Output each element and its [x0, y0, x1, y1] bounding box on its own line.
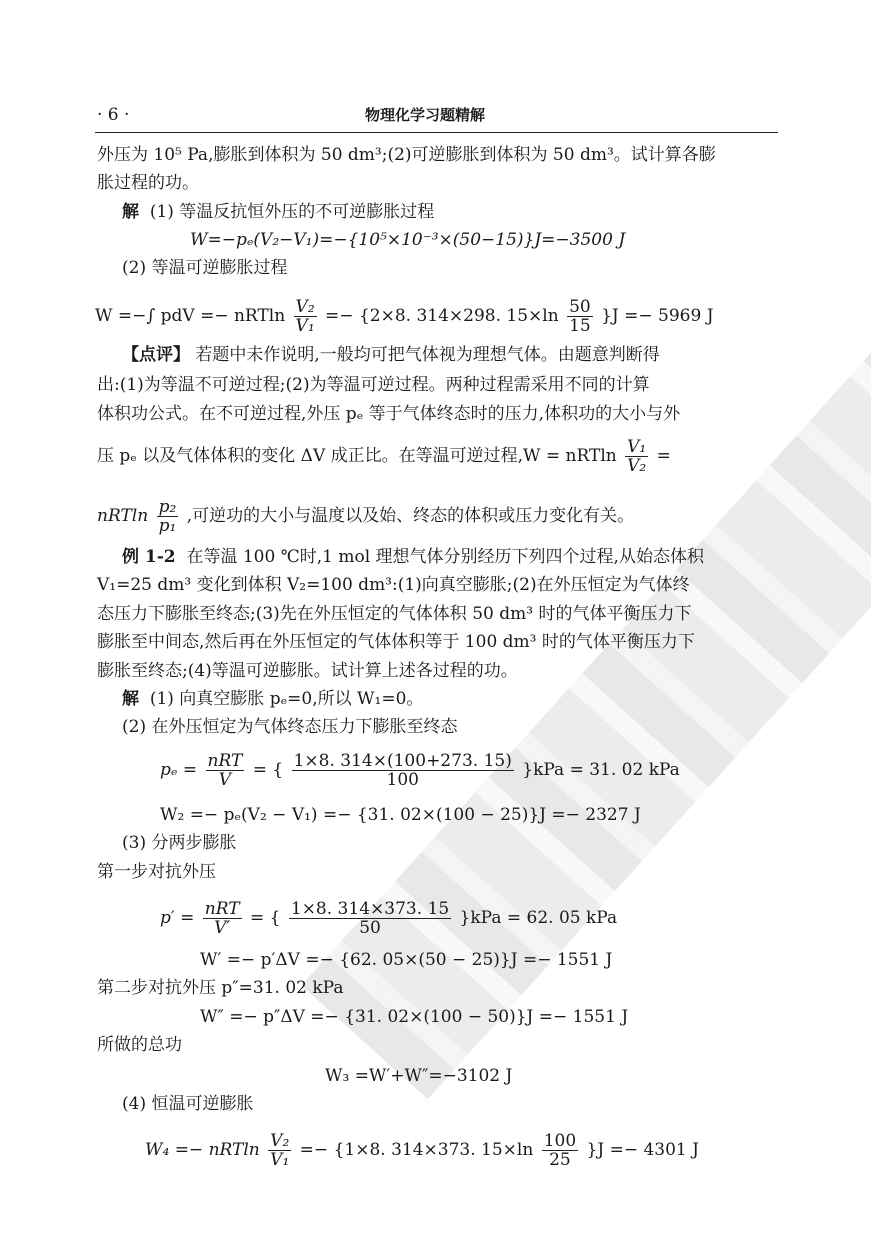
text-line: (4) 恒温可逆膨胀: [122, 1094, 254, 1114]
fraction: [294, 298, 317, 335]
equation: [160, 752, 680, 789]
page-number: · 6 ·: [97, 105, 130, 125]
equation: W=−pₑ(V₂−V₁)=−{10⁵×10⁻³×(50−15)}J=−3500 J: [190, 230, 626, 250]
eq-part: }kPa = 62. 05 kPa: [459, 908, 618, 928]
eq-part: = {: [250, 908, 281, 928]
text: nRTln: [97, 506, 149, 526]
numerator: V₁: [627, 437, 647, 457]
solution-line: [122, 202, 434, 222]
eq-part: }J =− 5969 J: [601, 306, 714, 326]
text-line: 第一步对抗外压: [97, 862, 216, 882]
eq-part: }kPa = 31. 02 kPa: [522, 760, 680, 780]
equation: W₃ =W′+W″=−3102 J: [325, 1066, 513, 1086]
numerator: 1×8. 314×(100+273. 15): [293, 751, 512, 771]
denominator: V′: [214, 918, 231, 938]
denominator: 50: [359, 918, 381, 938]
eq-part: =− {1×8. 314×373. 15×ln: [299, 1140, 534, 1160]
denominator: 25: [549, 1150, 571, 1170]
text-line: 态压力下膨胀至终态;(3)先在外压恒定的气体体积 50 dm³ 时的气体平衡压力下: [97, 604, 692, 624]
eq-part: pₑ =: [160, 760, 198, 780]
eq-part: = {: [252, 760, 284, 780]
equation: W′ =− p′ΔV =− {62. 05×(50 − 25)}J =− 1551 J: [200, 950, 613, 970]
text-line: 所做的总功: [97, 1035, 182, 1055]
numerator: p₂: [158, 497, 177, 517]
text: 压 pₑ 以及气体体积的变化 ΔV 成正比。在等温可逆过程,W = nRTln: [97, 446, 617, 466]
denominator: V: [218, 770, 232, 790]
text-line: V₁=25 dm³ 变化到体积 V₂=100 dm³:(1)向真空膨胀;(2)在外压恒定为气体终: [97, 575, 690, 595]
text-line: [97, 498, 634, 535]
solution-line: [122, 689, 423, 709]
numerator: V₂: [295, 297, 315, 317]
solution-label: 解: [122, 689, 139, 709]
running-title: 物理化学习题精解: [365, 106, 486, 124]
fraction: [206, 752, 245, 789]
numerator: nRT: [207, 751, 243, 771]
text-line: (2) 在外压恒定为气体终态压力下膨胀至终态: [122, 717, 458, 737]
text-line: 外压为 10⁵ Pa,膨胀到体积为 50 dm³;(2)可逆膨胀到体积为 50 dm³。试计算各膨: [97, 145, 716, 165]
fraction: [625, 438, 648, 475]
text-line: 膨胀至中间态,然后再在外压恒定的气体体积等于 100 dm³ 时的气体平衡压力下: [97, 632, 695, 652]
fraction: [268, 1132, 291, 1169]
example-line: [122, 547, 704, 567]
fraction: [203, 900, 242, 937]
text: 若题中未作说明,一般均可把气体视为理想气体。由题意判断得: [195, 345, 660, 365]
denominator: p₁: [158, 516, 177, 536]
numerator: 50: [569, 297, 591, 317]
equation: [145, 1132, 699, 1169]
text: (1) 向真空膨胀 pₑ=0,所以 W₁=0。: [149, 689, 424, 709]
denominator: V₁: [295, 316, 315, 336]
fraction: [542, 1132, 578, 1169]
denominator: 15: [569, 316, 591, 336]
numerator: 1×8. 314×373. 15: [290, 899, 450, 919]
eq-part: W₄ =− nRTln: [145, 1140, 260, 1160]
text-line: 出:(1)为等温不可逆过程;(2)为等温可逆过程。两种过程需采用不同的计算: [97, 375, 650, 395]
text: ,可逆功的大小与温度以及始、终态的体积或压力变化有关。: [186, 506, 635, 526]
comment-line: [122, 345, 660, 365]
eq-part: =− {2×8. 314×298. 15×ln: [325, 306, 559, 326]
equation: W₂ =− pₑ(V₂ − V₁) =− {31. 02×(100 − 25)}J =− 2327 J: [160, 805, 641, 825]
equation: W″ =− p″ΔV =− {31. 02×(100 − 50)}J =− 1551 J: [200, 1007, 629, 1027]
numerator: V₂: [270, 1131, 290, 1151]
text-line: 第二步对抗外压 p″=31. 02 kPa: [97, 978, 344, 998]
denominator: V₂: [627, 456, 647, 476]
numerator: nRT: [204, 899, 240, 919]
eq-part: p′ =: [160, 908, 195, 928]
solution-label: 解: [122, 202, 139, 222]
fraction: [292, 752, 514, 789]
text: (1) 等温反抗恒外压的不可逆膨胀过程: [149, 202, 435, 222]
comment-label: 【点评】: [122, 345, 190, 365]
denominator: V₁: [270, 1150, 290, 1170]
fraction: [567, 298, 593, 335]
eq-part: W =−∫ pdV =− nRTln: [95, 306, 286, 326]
denominator: 100: [386, 770, 419, 790]
text-line: 胀过程的功。: [97, 173, 199, 193]
text: 在等温 100 ℃时,1 mol 理想气体分别经历下列四个过程,从始态体积: [186, 547, 704, 567]
text: =: [656, 446, 671, 466]
fraction: [289, 900, 451, 937]
header-rule: [95, 132, 778, 133]
text-line: (2) 等温可逆膨胀过程: [122, 258, 288, 278]
numerator: 100: [543, 1131, 577, 1151]
equation: [95, 298, 714, 335]
eq-part: }J =− 4301 J: [586, 1140, 699, 1160]
fraction: [157, 498, 179, 535]
text-line: 体积功公式。在不可逆过程,外压 pₑ 等于气体终态时的压力,体积功的大小与外: [97, 404, 681, 424]
equation: [160, 900, 617, 937]
text-line: [97, 438, 671, 475]
text-line: 膨胀至终态;(4)等温可逆膨胀。试计算上述各过程的功。: [97, 661, 518, 681]
example-label: 例 1-2: [122, 547, 176, 567]
text-line: (3) 分两步膨胀: [122, 833, 237, 853]
